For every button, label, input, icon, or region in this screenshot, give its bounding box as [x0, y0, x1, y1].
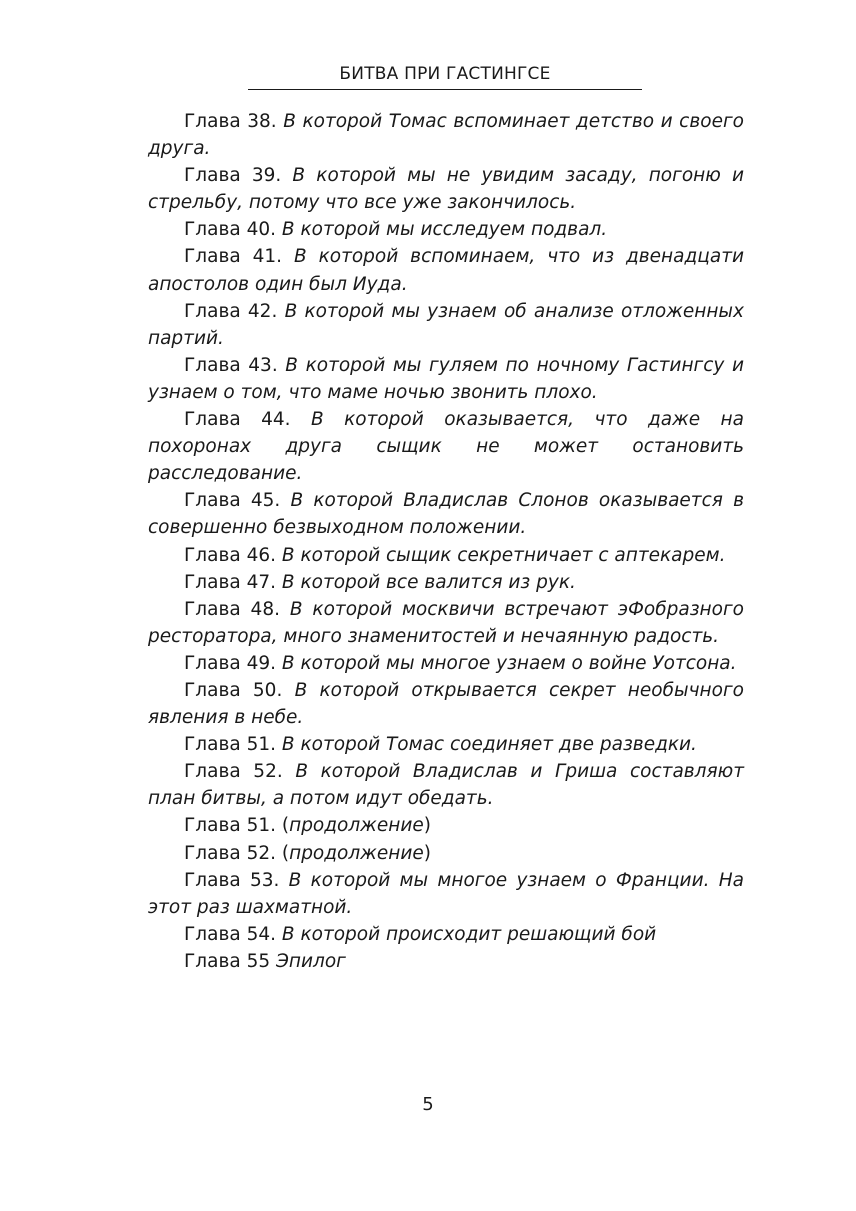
chapter-number: Глава 42.	[184, 300, 285, 322]
toc-entry	[148, 650, 744, 677]
chapter-description: В которой вспоминаем, что из двенадцати апостолов один был Иуда.	[148, 246, 744, 295]
chapter-number: Глава 52.	[184, 761, 296, 783]
chapter-number: Глава 49.	[184, 652, 282, 674]
toc-entry	[148, 487, 744, 541]
chapter-description: В которой открывается секрет необычного явления в небе.	[148, 679, 745, 729]
toc-entry	[148, 731, 744, 758]
chapter-description: В которой Томас соединяет две разведки.	[281, 734, 697, 756]
chapter-description: В которой мы многое узнаем о войне Уотсона.	[281, 652, 737, 674]
toc-entry	[148, 758, 744, 812]
chapter-description: В которой сыщик секретничает с аптекарем.	[281, 544, 726, 566]
chapter-number: Глава 41.	[184, 246, 294, 268]
chapter-number: Глава 54.	[184, 923, 282, 945]
chapter-description: В которой мы гуляем по ночному Гастингсу и узнаем о том, что маме ночью звонить плохо.	[148, 354, 744, 403]
toc-entry	[148, 352, 744, 406]
chapter-number: Глава 43.	[184, 354, 286, 376]
running-head-title: БИТВА ПРИ ГАСТИНГСЕ	[248, 64, 642, 90]
chapter-number: Глава 45.	[184, 490, 291, 512]
toc-entry	[148, 243, 744, 297]
chapter-description: В которой оказывается, что даже на похоронах друга сыщик не может остановить расследование.	[148, 409, 744, 485]
chapter-description: В которой москвичи встречают эФобразного ресторатора, много знаменитостей и нечаянную радость.	[148, 598, 744, 647]
toc-entry	[148, 677, 744, 731]
chapter-number: Глава 55	[184, 950, 276, 972]
chapter-number: Глава 50.	[184, 679, 295, 701]
chapter-description: Эпилог	[276, 950, 346, 972]
chapter-number: Глава 51. (	[184, 815, 290, 837]
chapter-number: Глава 47.	[184, 571, 282, 593]
chapter-tail: )	[423, 842, 431, 864]
chapter-number: Глава 51.	[184, 734, 282, 756]
toc-entry	[148, 162, 744, 216]
toc-entry	[148, 812, 744, 839]
toc-entry	[148, 108, 744, 162]
chapter-description: В которой мы многое узнаем о Франции. На этот раз шахматной.	[148, 869, 745, 918]
chapter-number: Глава 40.	[184, 219, 282, 241]
toc-entry	[148, 569, 744, 596]
toc-entry	[148, 840, 744, 867]
toc-entry	[148, 298, 744, 352]
chapter-description: продолжение	[289, 815, 424, 837]
toc-entry	[148, 596, 744, 650]
chapter-description: В которой мы исследуем подвал.	[281, 219, 608, 241]
chapter-number: Глава 44.	[184, 409, 311, 431]
toc-entry	[148, 216, 744, 243]
chapter-description: продолжение	[289, 842, 424, 864]
chapter-description: В которой мы узнаем об анализе отложенных партий.	[148, 300, 744, 349]
chapter-tail: )	[423, 815, 431, 837]
chapter-number: Глава 38.	[184, 111, 284, 132]
chapter-number: Глава 39.	[184, 165, 293, 187]
page-number: 5	[422, 1094, 434, 1115]
table-of-contents	[148, 108, 744, 975]
chapter-description: В которой мы не увидим засаду, погоню и стрельбу, потому что все уже закончилось.	[148, 165, 744, 214]
chapter-number: Глава 48.	[184, 598, 290, 620]
chapter-description: В которой происходит решающий бой	[281, 923, 657, 945]
chapter-number: Глава 46.	[184, 544, 282, 566]
chapter-description: В которой Владислав Слонов оказывается в совершенно безвыходном положении.	[148, 490, 744, 539]
chapter-description: В которой все валится из рук.	[281, 571, 576, 593]
toc-entry	[148, 406, 744, 487]
chapter-description: В которой Владислав и Гриша составляют план битвы, а потом идут обедать.	[148, 761, 744, 810]
toc-entry	[148, 921, 744, 948]
toc-entry	[148, 948, 744, 975]
toc-entry	[148, 867, 744, 921]
chapter-number: Глава 52. (	[184, 842, 290, 864]
chapter-description: В которой Томас вспоминает детство и своего друга.	[148, 111, 744, 160]
toc-entry	[148, 542, 744, 569]
chapter-number: Глава 53.	[184, 869, 289, 891]
